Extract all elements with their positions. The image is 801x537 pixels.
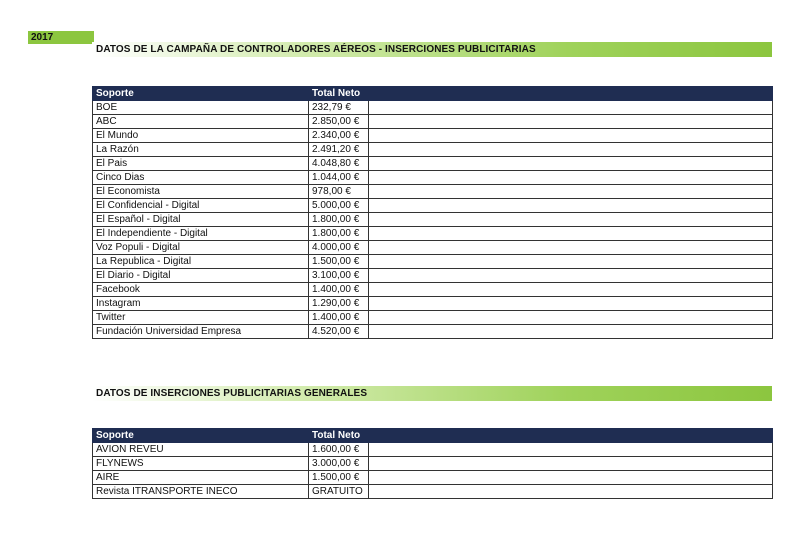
column-header-total-neto: Total Neto bbox=[309, 87, 369, 101]
table-row bbox=[93, 157, 773, 171]
table-row bbox=[93, 297, 773, 311]
table-row bbox=[93, 485, 773, 499]
cell-total-neto: 1.400,00 € bbox=[309, 311, 369, 325]
cell-total-neto: 1.800,00 € bbox=[309, 227, 369, 241]
cell-total-neto: 1.044,00 € bbox=[309, 171, 369, 185]
header-filler bbox=[369, 87, 773, 101]
cell-blank bbox=[369, 485, 773, 499]
cell-total-neto: 5.000,00 € bbox=[309, 199, 369, 213]
cell-blank bbox=[369, 325, 773, 339]
cell-soporte: El Confidencial - Digital bbox=[93, 199, 309, 213]
cell-total-neto: 232,79 € bbox=[309, 101, 369, 115]
table-row bbox=[93, 283, 773, 297]
cell-blank bbox=[369, 213, 773, 227]
cell-blank bbox=[369, 129, 773, 143]
cell-total-neto: 2.340,00 € bbox=[309, 129, 369, 143]
table-header-row bbox=[93, 87, 773, 101]
cell-soporte: El Pais bbox=[93, 157, 309, 171]
cell-total-neto: 3.100,00 € bbox=[309, 269, 369, 283]
table-row bbox=[93, 471, 773, 485]
column-header-total-neto: Total Neto bbox=[309, 429, 369, 443]
cell-soporte: Instagram bbox=[93, 297, 309, 311]
cell-blank bbox=[369, 227, 773, 241]
cell-soporte: Facebook bbox=[93, 283, 309, 297]
table-row bbox=[93, 129, 773, 143]
cell-soporte: El Mundo bbox=[93, 129, 309, 143]
cell-soporte: El Independiente - Digital bbox=[93, 227, 309, 241]
cell-blank bbox=[369, 311, 773, 325]
cell-soporte: Twitter bbox=[93, 311, 309, 325]
table-header-row bbox=[93, 429, 773, 443]
table-row bbox=[93, 213, 773, 227]
cell-soporte: Fundación Universidad Empresa bbox=[93, 325, 309, 339]
table-row bbox=[93, 143, 773, 157]
table-row bbox=[93, 171, 773, 185]
table-row bbox=[93, 227, 773, 241]
cell-soporte: El Español - Digital bbox=[93, 213, 309, 227]
table-row bbox=[93, 185, 773, 199]
table-row bbox=[93, 241, 773, 255]
cell-blank bbox=[369, 241, 773, 255]
cell-total-neto: 4.520,00 € bbox=[309, 325, 369, 339]
cell-soporte: La Razón bbox=[93, 143, 309, 157]
cell-blank bbox=[369, 185, 773, 199]
table-row bbox=[93, 311, 773, 325]
cell-blank bbox=[369, 115, 773, 129]
general-table bbox=[92, 428, 773, 499]
cell-blank bbox=[369, 157, 773, 171]
cell-soporte: AVION REVEU bbox=[93, 443, 309, 457]
table-row bbox=[93, 255, 773, 269]
cell-soporte: FLYNEWS bbox=[93, 457, 309, 471]
table-row bbox=[93, 457, 773, 471]
cell-soporte: Cinco Dias bbox=[93, 171, 309, 185]
table-row bbox=[93, 199, 773, 213]
column-header-soporte: Soporte bbox=[93, 429, 309, 443]
cell-blank bbox=[369, 143, 773, 157]
cell-soporte: El Diario - Digital bbox=[93, 269, 309, 283]
cell-blank bbox=[369, 199, 773, 213]
table-row bbox=[93, 269, 773, 283]
table-row bbox=[93, 101, 773, 115]
campaign-table bbox=[92, 86, 773, 339]
cell-blank bbox=[369, 443, 773, 457]
cell-blank bbox=[369, 255, 773, 269]
cell-soporte: El Economista bbox=[93, 185, 309, 199]
cell-total-neto: 1.500,00 € bbox=[309, 255, 369, 269]
cell-blank bbox=[369, 283, 773, 297]
cell-blank bbox=[369, 101, 773, 115]
cell-total-neto: 1.800,00 € bbox=[309, 213, 369, 227]
cell-soporte: ABC bbox=[93, 115, 309, 129]
cell-soporte: BOE bbox=[93, 101, 309, 115]
cell-total-neto: 1.290,00 € bbox=[309, 297, 369, 311]
cell-blank bbox=[369, 171, 773, 185]
cell-total-neto: 4.000,00 € bbox=[309, 241, 369, 255]
section-title-campaign: DATOS DE LA CAMPAÑA DE CONTROLADORES AÉREOS - INSERCIONES PUBLICITARIAS bbox=[92, 42, 772, 57]
cell-total-neto: 1.600,00 € bbox=[309, 443, 369, 457]
cell-soporte: Revista ITRANSPORTE INECO bbox=[93, 485, 309, 499]
cell-total-neto: 2.491,20 € bbox=[309, 143, 369, 157]
cell-soporte: AIRE bbox=[93, 471, 309, 485]
cell-blank bbox=[369, 269, 773, 283]
table-row bbox=[93, 443, 773, 457]
cell-total-neto: 978,00 € bbox=[309, 185, 369, 199]
cell-total-neto: GRATUITO bbox=[309, 485, 369, 499]
cell-total-neto: 1.400,00 € bbox=[309, 283, 369, 297]
cell-blank bbox=[369, 297, 773, 311]
column-header-soporte: Soporte bbox=[93, 87, 309, 101]
cell-blank bbox=[369, 471, 773, 485]
cell-total-neto: 3.000,00 € bbox=[309, 457, 369, 471]
cell-total-neto: 2.850,00 € bbox=[309, 115, 369, 129]
cell-soporte: Voz Populi - Digital bbox=[93, 241, 309, 255]
header-filler bbox=[369, 429, 773, 443]
year-label: 2017 bbox=[28, 31, 94, 44]
cell-total-neto: 1.500,00 € bbox=[309, 471, 369, 485]
cell-blank bbox=[369, 457, 773, 471]
cell-total-neto: 4.048,80 € bbox=[309, 157, 369, 171]
table-row bbox=[93, 115, 773, 129]
cell-soporte: La Republica - Digital bbox=[93, 255, 309, 269]
table-row bbox=[93, 325, 773, 339]
section-title-general: DATOS DE INSERCIONES PUBLICITARIAS GENERALES bbox=[92, 386, 772, 401]
